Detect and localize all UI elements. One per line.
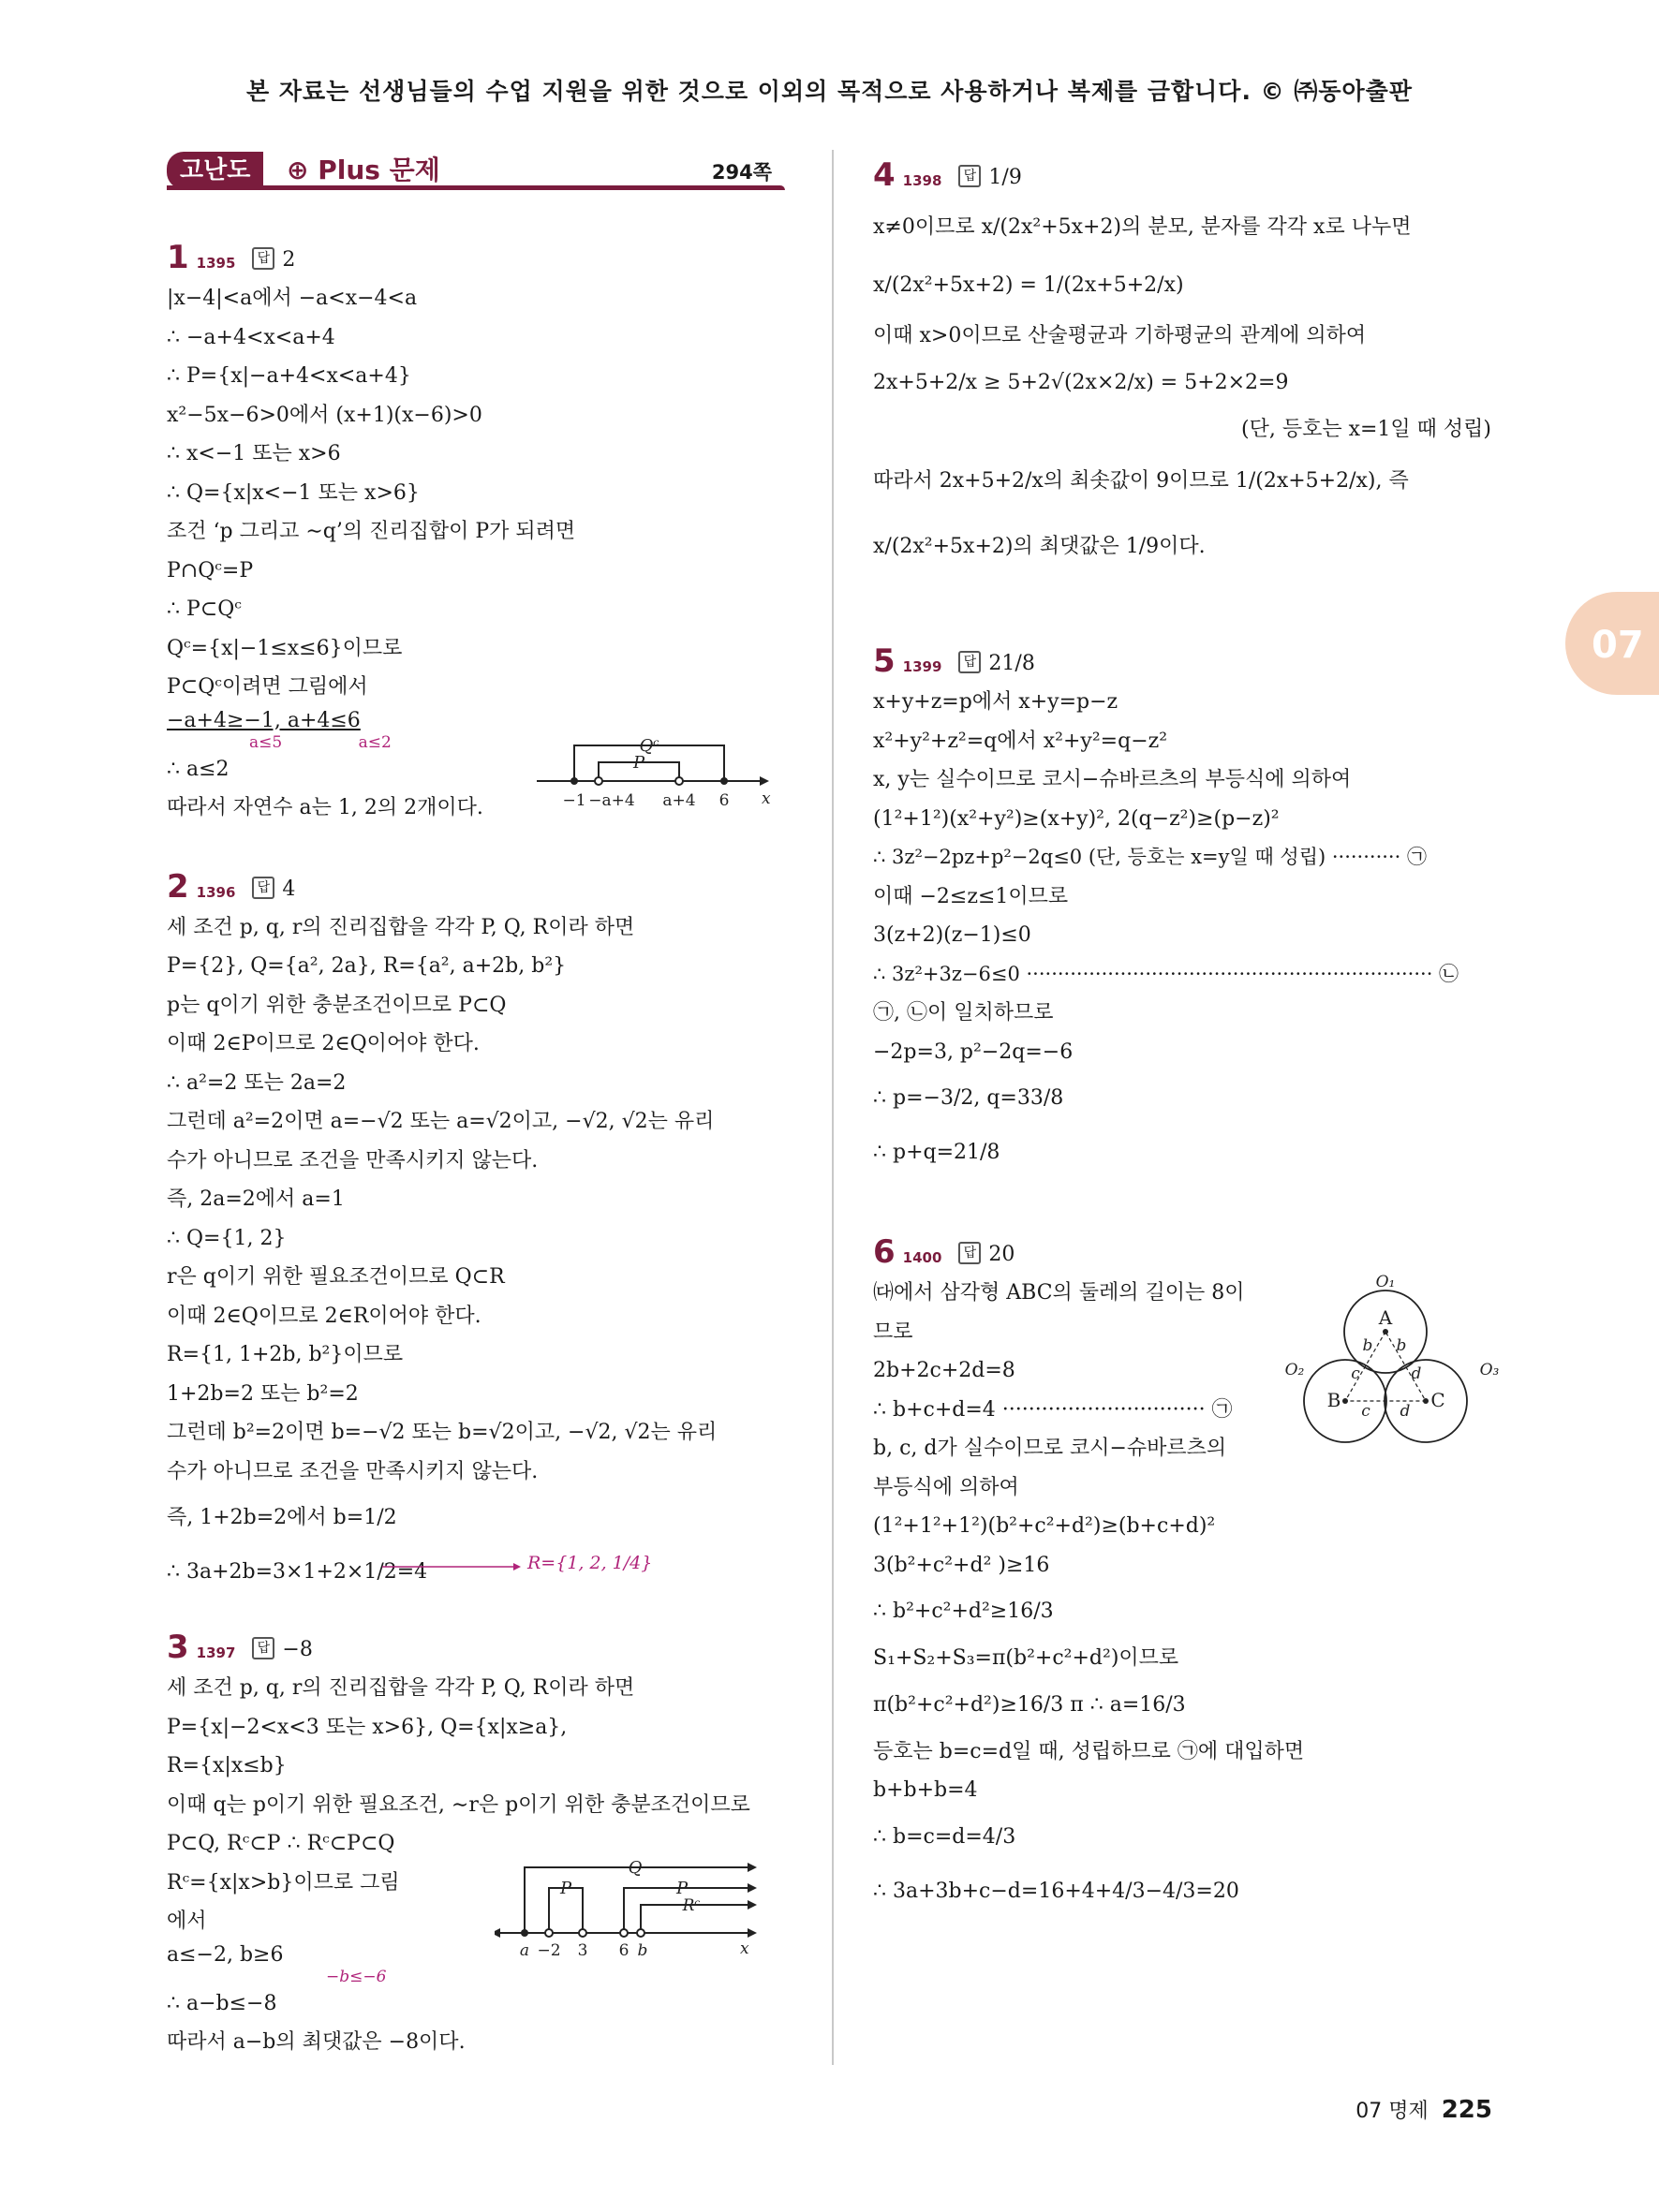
problem-5 bbox=[873, 636, 1491, 1180]
problem-number: 3 bbox=[167, 1629, 189, 1666]
axis-label: x bbox=[740, 1939, 749, 1958]
segment-label: d bbox=[1400, 1402, 1411, 1421]
solution-line: 부등식에 의하여 bbox=[873, 1475, 1019, 1499]
solution-line: S₁+S₂+S₃=π(b²+c²+d²)이므로 bbox=[873, 1646, 1179, 1670]
solution-line: P⊂Q, Rᶜ⊂P ∴ Rᶜ⊂P⊂Q bbox=[167, 1832, 395, 1855]
circle-label: O₁ bbox=[1375, 1274, 1396, 1291]
solution-line: 등호는 b=c=d일 때, 성립하므로 ㉠에 대입하면 bbox=[873, 1739, 1305, 1763]
answer-value: 4 bbox=[282, 877, 296, 901]
vertex-label: A bbox=[1378, 1306, 1393, 1329]
solution-line: b+b+b=4 bbox=[873, 1778, 978, 1802]
solution-line: R={1, 1+2b, b²}이므로 bbox=[167, 1343, 404, 1366]
solution-line: ∴ b+c+d=4 ······························· ㉠ bbox=[873, 1397, 1233, 1422]
answer-icon: 답 bbox=[958, 165, 981, 187]
tick-label: a bbox=[519, 1941, 530, 1960]
solution-line: 에서 bbox=[167, 1910, 207, 1933]
solution-line: P={2}, Q={a², 2a}, R={a², a+2b, b²} bbox=[167, 954, 567, 978]
annotation-note: −b≤−6 bbox=[326, 1967, 387, 1986]
tick-label: 6 bbox=[718, 791, 730, 810]
vertex-label: B bbox=[1326, 1389, 1341, 1411]
problem-number: 4 bbox=[873, 156, 896, 194]
answer-icon: 답 bbox=[252, 247, 274, 270]
right-column bbox=[873, 150, 1500, 1919]
solution-line: ∴ a≤2 bbox=[167, 757, 230, 781]
segment-label: d bbox=[1411, 1364, 1422, 1383]
solution-line: 이때 q는 p이기 위한 필요조건, ∼r은 p이기 위한 충분조건이므로 bbox=[167, 1792, 750, 1817]
solution-line: ∴ b=c=d=4/3 bbox=[873, 1824, 1016, 1849]
solution-line: ㉠, ㉡이 일치하므로 bbox=[873, 1001, 1054, 1025]
solution-line: |x−4|<a에서 −a<x−4<a bbox=[167, 287, 418, 310]
solution-line: ∴ Q={x|x<−1 또는 x>6} bbox=[167, 480, 420, 505]
solution-line: −2p=3, p²−2q=−6 bbox=[873, 1040, 1074, 1064]
segment-label: b bbox=[1396, 1336, 1407, 1355]
level-badge: 고난도 bbox=[167, 152, 263, 189]
problem-code: 1398 bbox=[902, 172, 942, 189]
number-line-diagram-1 bbox=[537, 738, 785, 822]
solution-line: 따라서 2x+5+2/x의 최솟값이 9이므로 1/(2x+5+2/x), 즉 bbox=[873, 469, 1409, 493]
annotation-arrow bbox=[382, 1560, 523, 1573]
answer-value: −8 bbox=[282, 1638, 313, 1661]
problem-4 bbox=[873, 150, 1491, 580]
solution-line: (단, 등호는 x=1일 때 성립) bbox=[1241, 417, 1491, 441]
solution-line: −a+4≥−1, a+4≤6 bbox=[167, 708, 361, 732]
tick-label: −2 bbox=[537, 1941, 561, 1960]
solution-line: a≤−2, b≥6 bbox=[167, 1942, 284, 1967]
problem-number: 1 bbox=[167, 239, 189, 276]
solution-line: ∴ p+q=21/8 bbox=[873, 1141, 1000, 1164]
solution-line: 3(b²+c²+d² )≥16 bbox=[873, 1553, 1050, 1577]
solution-line: ∴ 3a+2b=3×1+2×1/2=4 bbox=[167, 1560, 428, 1584]
solution-line: r은 q이기 위한 필요조건이므로 Q⊂R bbox=[167, 1265, 505, 1289]
answer-value: 1/9 bbox=[988, 166, 1022, 189]
solution-line: ∴ Q={1, 2} bbox=[167, 1226, 287, 1250]
problem-6 bbox=[873, 1227, 1500, 1919]
solution-line: ∴ 3z²+3z−6≤0 ································································· ㉡ bbox=[873, 962, 1459, 985]
plus-title: ⊕ Plus 문제 bbox=[287, 155, 440, 185]
solution-line: x/(2x²+5x+2)의 최댓값은 1/9이다. bbox=[873, 535, 1206, 558]
diagram-label: P bbox=[632, 753, 645, 773]
problem-code: 1400 bbox=[902, 1249, 942, 1266]
solution-line: ∴ P={x|−a+4<x<a+4} bbox=[167, 364, 411, 388]
problem-number: 2 bbox=[167, 867, 189, 906]
solution-line: 즉, 2a=2에서 a=1 bbox=[167, 1187, 345, 1211]
solution-line: 이때 2∈P이므로 2∈Q이어야 한다. bbox=[167, 1032, 480, 1055]
answer-value: 2 bbox=[282, 248, 296, 272]
answer-value: 20 bbox=[988, 1243, 1015, 1266]
solution-line: x/(2x²+5x+2) = 1/(2x+5+2/x) bbox=[873, 273, 1184, 297]
circle-label: O₂ bbox=[1285, 1361, 1305, 1379]
solution-line: 그런데 a²=2이면 a=−√2 또는 a=√2이고, −√2, √2는 유리 bbox=[167, 1110, 715, 1133]
diagram-label: Rᶜ bbox=[682, 1896, 701, 1915]
problem-code: 1396 bbox=[196, 883, 236, 901]
solution-line: 이때 x>0이므로 산술평균과 기하평균의 관계에 의하여 bbox=[873, 324, 1367, 347]
problem-code: 1399 bbox=[902, 658, 942, 675]
diagram-label: Qᶜ bbox=[639, 738, 659, 756]
solution-line: P⊂Qᶜ이려면 그림에서 bbox=[167, 675, 368, 699]
answer-icon: 답 bbox=[252, 1637, 274, 1659]
solution-line: 세 조건 p, q, r의 진리집합을 각각 P, Q, R이라 하면 bbox=[167, 915, 635, 939]
solution-line: 1+2b=2 또는 b²=2 bbox=[167, 1381, 359, 1406]
annotation-note: a≤5 bbox=[249, 732, 283, 752]
solution-line: x²+y²+z²=q에서 x²+y²=q−z² bbox=[873, 729, 1168, 753]
vertex-label: C bbox=[1430, 1389, 1445, 1411]
segment-label: c bbox=[1361, 1402, 1370, 1421]
tick-label: −a+4 bbox=[588, 791, 635, 810]
annotation-note: R={1, 2, 1/4} bbox=[527, 1552, 653, 1573]
solution-line: ∴ 3a+3b+c−d=16+4+4/3−4/3=20 bbox=[873, 1879, 1239, 1903]
answer-value: 21/8 bbox=[988, 652, 1035, 675]
solution-line: x+y+z=p에서 x+y=p−z bbox=[873, 690, 1118, 714]
solution-line: π(b²+c²+d²)≥16/3 π ∴ a=16/3 bbox=[873, 1692, 1186, 1717]
diagram-label: P bbox=[675, 1879, 689, 1898]
solution-line: 즉, 1+2b=2에서 b=1/2 bbox=[167, 1506, 397, 1529]
solution-line: 따라서 a−b의 최댓값은 −8이다. bbox=[167, 2030, 466, 2054]
problem-number: 6 bbox=[873, 1233, 896, 1271]
problem-code: 1397 bbox=[196, 1644, 236, 1661]
solution-line: 따라서 자연수 a는 1, 2의 2개이다. bbox=[167, 796, 483, 819]
diagram-label: P bbox=[559, 1879, 572, 1898]
left-column bbox=[167, 150, 785, 2062]
problem-1 bbox=[167, 232, 785, 828]
solution-line: x, y는 실수이므로 코시−슈바르츠의 부등식에 의하여 bbox=[873, 768, 1352, 791]
tick-label: b bbox=[637, 1941, 648, 1960]
solution-line: 3(z+2)(z−1)≤0 bbox=[873, 923, 1031, 947]
column-divider bbox=[832, 150, 834, 2065]
solution-line: ∴ b²+c²+d²≥16/3 bbox=[873, 1600, 1054, 1623]
solution-line: Qᶜ={x|−1≤x≤6}이므로 bbox=[167, 636, 403, 660]
solution-line: 그런데 b²=2이면 b=−√2 또는 b=√2이고, −√2, √2는 유리 bbox=[167, 1421, 718, 1444]
solution-line: ∴ a²=2 또는 2a=2 bbox=[167, 1070, 347, 1095]
segment-label: c bbox=[1351, 1364, 1360, 1383]
answer-icon: 답 bbox=[252, 877, 274, 899]
problem-3 bbox=[167, 1622, 785, 2062]
solution-line: ∴ a−b≤−8 bbox=[167, 1991, 277, 2015]
solution-line: R={x|x≤b} bbox=[167, 1754, 287, 1777]
solution-line: ∴ P⊂Qᶜ bbox=[167, 597, 242, 621]
solution-line: 므로 bbox=[873, 1320, 913, 1344]
solution-line: x≠0이므로 x/(2x²+5x+2)의 분모, 분자를 각각 x로 나누면 bbox=[873, 215, 1412, 239]
diagram-label: Q bbox=[628, 1858, 643, 1878]
problem-2 bbox=[167, 862, 785, 1600]
number-line-diagram-3 bbox=[495, 1858, 776, 1970]
solution-line: P∩Qᶜ=P bbox=[167, 558, 254, 582]
tick-label: −1 bbox=[562, 791, 586, 810]
solution-line: 조건 ‘p 그리고 ∼q’의 진리집합이 P가 되려면 bbox=[167, 520, 576, 543]
solution-line: x²−5x−6>0에서 (x+1)(x−6)>0 bbox=[167, 403, 482, 427]
segment-label: b bbox=[1362, 1336, 1373, 1355]
tick-label: 3 bbox=[577, 1941, 588, 1960]
tick-label: 6 bbox=[618, 1941, 630, 1960]
solution-line: ∴ 3z²−2pz+p²−2q≤0 (단, 등호는 x=y일 때 성립) ··········· ㉠ bbox=[873, 846, 1427, 868]
solution-line: ∴ p=−3/2, q=33/8 bbox=[873, 1086, 1064, 1110]
solution-line: 수가 아니므로 조건을 만족시키지 않는다. bbox=[167, 1148, 539, 1172]
solution-line: 이때 −2≤z≤1이므로 bbox=[873, 884, 1069, 908]
solution-line: 2b+2c+2d=8 bbox=[873, 1359, 1015, 1382]
solution-line: 수가 아니므로 조건을 만족시키지 않는다. bbox=[167, 1459, 539, 1483]
solution-line: P={x|−2<x<3 또는 x>6}, Q={x|x≥a}, bbox=[167, 1715, 568, 1739]
copyright-notice: 본 자료는 선생님들의 수업 지원을 위한 것으로 이외의 목적으로 사용하거나 복제를 금합니다. © ㈜동아출판 bbox=[246, 78, 1413, 105]
solution-line: Rᶜ={x|x>b}이므로 그림 bbox=[167, 1870, 400, 1895]
answer-icon: 답 bbox=[958, 1242, 981, 1264]
annotation-note: a≤2 bbox=[358, 732, 392, 752]
footer-chapter: 07 명제 bbox=[1355, 2100, 1429, 2123]
solution-line: ∴ x<−1 또는 x>6 bbox=[167, 442, 341, 465]
circle-label: O₃ bbox=[1479, 1361, 1500, 1379]
chapter-tab-label: 07 bbox=[1592, 624, 1644, 667]
problem-number: 5 bbox=[873, 642, 896, 680]
tick-label: a+4 bbox=[662, 791, 696, 810]
problem-code: 1395 bbox=[196, 255, 236, 272]
page-footer bbox=[1355, 2095, 1492, 2124]
solution-line: b, c, d가 실수이므로 코시−슈바르츠의 bbox=[873, 1437, 1227, 1460]
solution-line: 이때 2∈Q이므로 2∈R이어야 한다. bbox=[167, 1304, 481, 1328]
solution-line: 세 조건 p, q, r의 진리집합을 각각 P, Q, R이라 하면 bbox=[167, 1676, 635, 1700]
solution-line: ∴ −a+4<x<a+4 bbox=[167, 325, 335, 349]
page-reference: 294쪽 bbox=[711, 161, 772, 184]
solution-line: 2x+5+2/x ≥ 5+2√(2x×2/x) = 5+2×2=9 bbox=[873, 370, 1289, 394]
solution-line: (1²+1²)(x²+y²)≥(x+y)², 2(q−z²)≥(p−z)² bbox=[873, 806, 1280, 831]
answer-icon: 답 bbox=[958, 651, 981, 673]
chapter-tab bbox=[1565, 592, 1659, 695]
solution-line: ㈐에서 삼각형 ABC의 둘레의 길이는 8이 bbox=[873, 1281, 1245, 1305]
three-circles-diagram bbox=[1285, 1274, 1501, 1461]
solution-line: (1²+1²+1²)(b²+c²+d²)≥(b+c+d)² bbox=[873, 1514, 1216, 1538]
axis-label: x bbox=[762, 789, 771, 808]
section-header bbox=[167, 150, 785, 195]
solution-line: p는 q이기 위한 충분조건이므로 P⊂Q bbox=[167, 993, 507, 1017]
page-number: 225 bbox=[1441, 2096, 1492, 2124]
